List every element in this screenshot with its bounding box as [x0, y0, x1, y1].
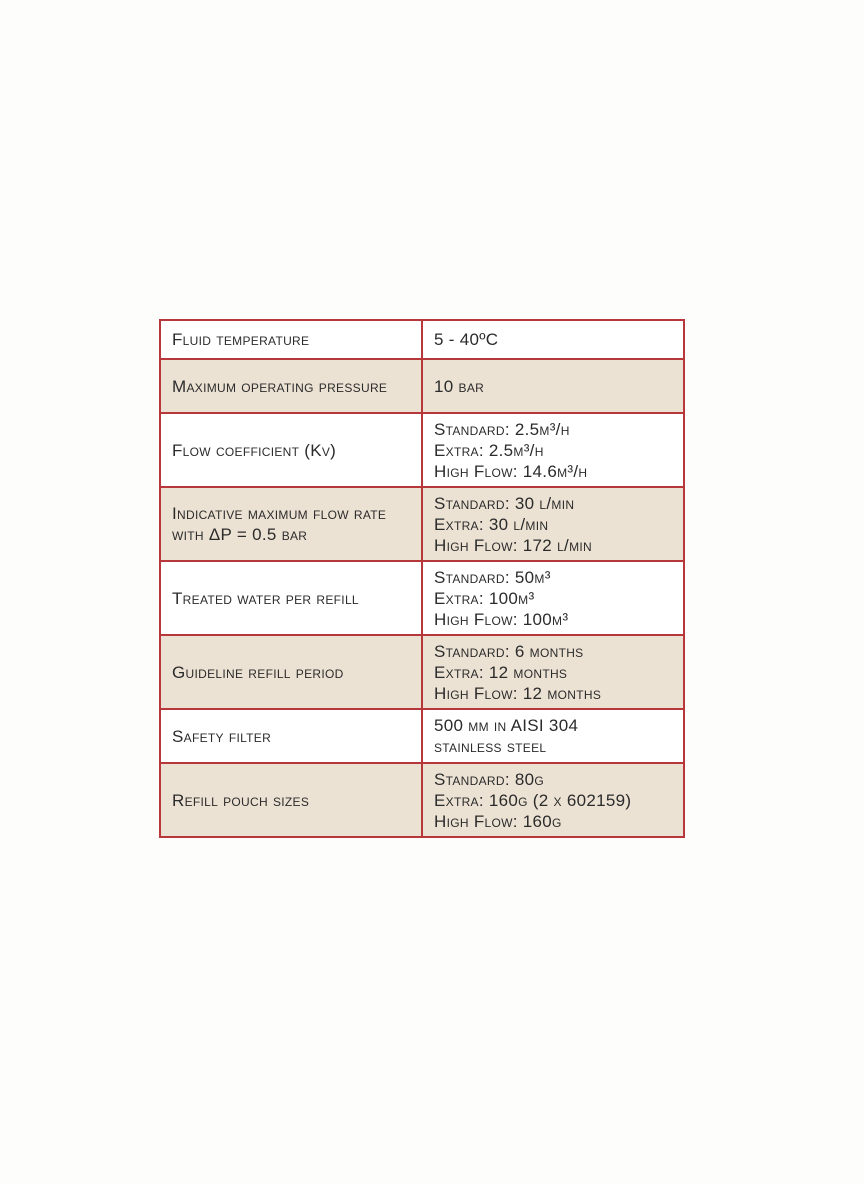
- row-value-line: High Flow: 100m³: [434, 609, 569, 629]
- row-value-line: High Flow: 14.6m³/h: [434, 461, 588, 481]
- row-value-line: Standard: 30 l/min: [434, 493, 575, 513]
- row-label-cell: [160, 635, 422, 709]
- table-row: [160, 763, 684, 837]
- row-value-line: Extra: 100m³: [434, 588, 535, 608]
- row-value-line: Standard: 2.5m³/h: [434, 419, 570, 439]
- row-label-cell: [160, 413, 422, 487]
- row-value-cell: [422, 709, 684, 763]
- row-value-line: 500 µm in AISI 304: [434, 716, 579, 735]
- row-value-cell: [422, 359, 684, 413]
- table-row: [160, 487, 684, 561]
- row-label-cell: [160, 487, 422, 561]
- row-value-cell: [422, 635, 684, 709]
- row-value-line: Standard: 80g: [434, 769, 545, 789]
- row-label: Maximum operating pressure: [172, 376, 388, 396]
- table-row: [160, 413, 684, 487]
- row-value-line: High Flow: 172 l/min: [434, 535, 592, 555]
- row-value-cell: [422, 487, 684, 561]
- row-label: Safety filter: [172, 726, 272, 746]
- row-label-cell: [160, 320, 422, 359]
- row-label: Treated water per refill: [172, 588, 359, 608]
- row-label: Fluid temperature: [172, 330, 310, 349]
- table-row: [160, 635, 684, 709]
- table-row: [160, 359, 684, 413]
- row-value-line: High Flow: 12 months: [434, 683, 602, 703]
- row-label-cell: [160, 359, 422, 413]
- row-value-line: Extra: 2.5m³/h: [434, 440, 544, 460]
- row-label: Refill pouch sizes: [172, 790, 310, 810]
- row-label: Guideline refill period: [172, 662, 344, 682]
- table-row: [160, 561, 684, 635]
- row-label-cell: [160, 561, 422, 635]
- row-value-line: Standard: 50m³: [434, 567, 551, 587]
- row-value-line: Extra: 30 l/min: [434, 514, 549, 534]
- row-value-line: stainless steel: [434, 737, 547, 756]
- row-value-line: 5 - 40ºC: [434, 330, 499, 349]
- row-value-cell: [422, 763, 684, 837]
- row-label: Flow coefficient (Kv): [172, 440, 337, 460]
- row-value-line: High Flow: 160g: [434, 811, 562, 831]
- row-label-cell: [160, 763, 422, 837]
- table-row: [160, 320, 684, 359]
- table-row: [160, 709, 684, 763]
- row-value-line: Standard: 6 months: [434, 641, 584, 661]
- row-label: Indicative maximum flow rate with ΔP = 0.5 bar: [172, 504, 387, 544]
- row-value-line: Extra: 160g (2 x 602159): [434, 790, 632, 810]
- spec-table-body: [160, 320, 684, 837]
- row-value-line: 10 bar: [434, 376, 485, 396]
- row-value-cell: [422, 413, 684, 487]
- row-label-cell: [160, 709, 422, 763]
- row-value-cell: [422, 561, 684, 635]
- spec-table: [159, 319, 685, 838]
- row-value-line: Extra: 12 months: [434, 662, 568, 682]
- row-value-cell: [422, 320, 684, 359]
